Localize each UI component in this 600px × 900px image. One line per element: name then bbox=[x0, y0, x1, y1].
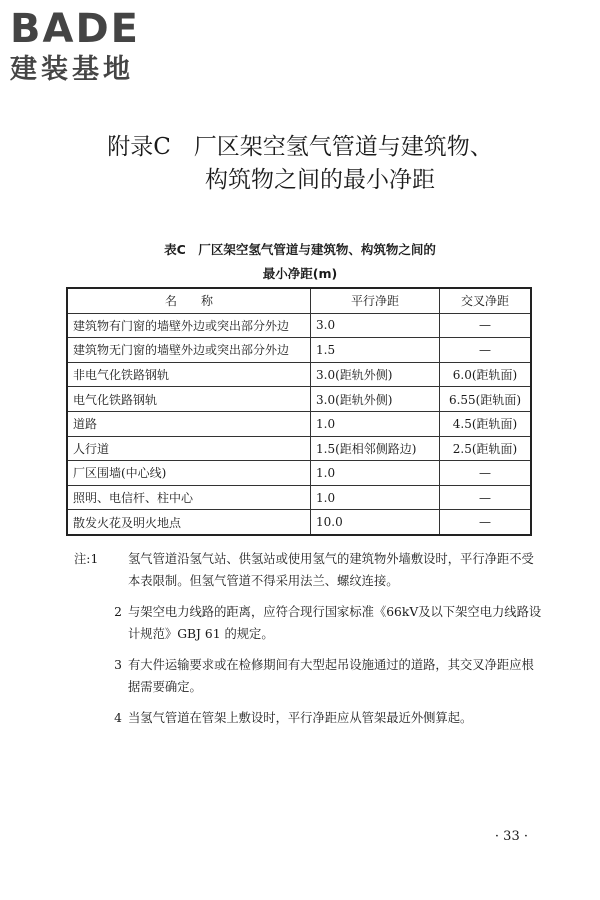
note-number: 4 bbox=[114, 711, 122, 725]
table-row bbox=[67, 461, 531, 486]
table-row bbox=[67, 362, 531, 387]
row-cross: — bbox=[440, 510, 532, 535]
note-item bbox=[74, 548, 542, 592]
logo-brand-text: BADE bbox=[10, 6, 140, 52]
table-row bbox=[67, 338, 531, 363]
clearance-table bbox=[66, 287, 532, 536]
row-parallel: 3.0(距轨外侧) bbox=[311, 362, 440, 387]
row-parallel: 1.0 bbox=[311, 485, 440, 510]
row-name: 厂区围墙(中心线) bbox=[67, 461, 311, 486]
header-cross-clearance: 交叉净距 bbox=[440, 288, 532, 313]
row-cross: 4.5(距轨面) bbox=[440, 411, 532, 436]
row-name: 建筑物有门窗的墙壁外边或突出部分外边 bbox=[67, 313, 311, 338]
note-number: 2 bbox=[114, 605, 122, 619]
brand-logo bbox=[10, 6, 140, 86]
note-text: 当氢气管道在管架上敷设时，平行净距应从管架最近外侧算起。 bbox=[128, 711, 473, 725]
row-parallel: 3.0(距轨外侧) bbox=[311, 387, 440, 412]
logo-subtitle: 建装基地 bbox=[10, 54, 134, 85]
row-parallel: 1.5 bbox=[311, 338, 440, 363]
table-caption-line2: 最小净距(m) bbox=[262, 266, 338, 281]
row-name: 照明、电信杆、柱中心 bbox=[67, 485, 311, 510]
row-parallel: 1.0 bbox=[311, 411, 440, 436]
row-parallel: 1.5(距相邻侧路边) bbox=[311, 436, 440, 461]
table-notes bbox=[74, 548, 542, 738]
note-item bbox=[92, 601, 542, 645]
table-row bbox=[67, 313, 531, 338]
note-text: 有大件运输要求或在检修期间有大型起吊设施通过的道路，其交叉净距应根据需要确定。 bbox=[128, 658, 534, 694]
note-text: 氢气管道沿氢气站、供氢站或使用氢气的建筑物外墙敷设时，平行净距不受本表限制。但氢气管道不得采用法兰、螺纹连接。 bbox=[128, 552, 534, 588]
row-cross: — bbox=[440, 313, 532, 338]
table-row bbox=[67, 510, 531, 535]
row-parallel: 1.0 bbox=[311, 461, 440, 486]
appendix-title-line1: 附录C 厂区架空氢气管道与建筑物、 bbox=[107, 134, 493, 160]
row-cross: — bbox=[440, 485, 532, 510]
note-item bbox=[92, 654, 542, 698]
table-row bbox=[67, 485, 531, 510]
row-name: 电气化铁路钢轨 bbox=[67, 387, 311, 412]
row-cross: 6.0(距轨面) bbox=[440, 362, 532, 387]
row-cross: — bbox=[440, 338, 532, 363]
table-row bbox=[67, 387, 531, 412]
row-cross: 2.5(距轨面) bbox=[440, 436, 532, 461]
appendix-title-line2: 构筑物之间的最小净距 bbox=[205, 167, 435, 193]
header-parallel-clearance: 平行净距 bbox=[311, 288, 440, 313]
row-name: 人行道 bbox=[67, 436, 311, 461]
row-name: 散发火花及明火地点 bbox=[67, 510, 311, 535]
table-caption-line1: 表C 厂区架空氢气管道与建筑物、构筑物之间的 bbox=[164, 242, 436, 257]
header-name: 名 称 bbox=[67, 288, 311, 313]
row-parallel: 10.0 bbox=[311, 510, 440, 535]
note-text: 与架空电力线路的距离，应符合现行国家标准《66kV及以下架空电力线路设计规范》GBJ 61 的规定。 bbox=[128, 605, 542, 641]
table-row bbox=[67, 411, 531, 436]
row-parallel: 3.0 bbox=[311, 313, 440, 338]
note-number: 3 bbox=[114, 658, 122, 672]
note-item bbox=[92, 707, 542, 729]
table-row bbox=[67, 436, 531, 461]
row-cross: 6.55(距轨面) bbox=[440, 387, 532, 412]
row-name: 非电气化铁路钢轨 bbox=[67, 362, 311, 387]
row-cross: — bbox=[440, 461, 532, 486]
row-name: 建筑物无门窗的墙壁外边或突出部分外边 bbox=[67, 338, 311, 363]
page-number: · 33 · bbox=[494, 829, 528, 844]
row-name: 道路 bbox=[67, 411, 311, 436]
note-number: 注:1 bbox=[74, 552, 99, 566]
table-header-row bbox=[67, 288, 531, 313]
